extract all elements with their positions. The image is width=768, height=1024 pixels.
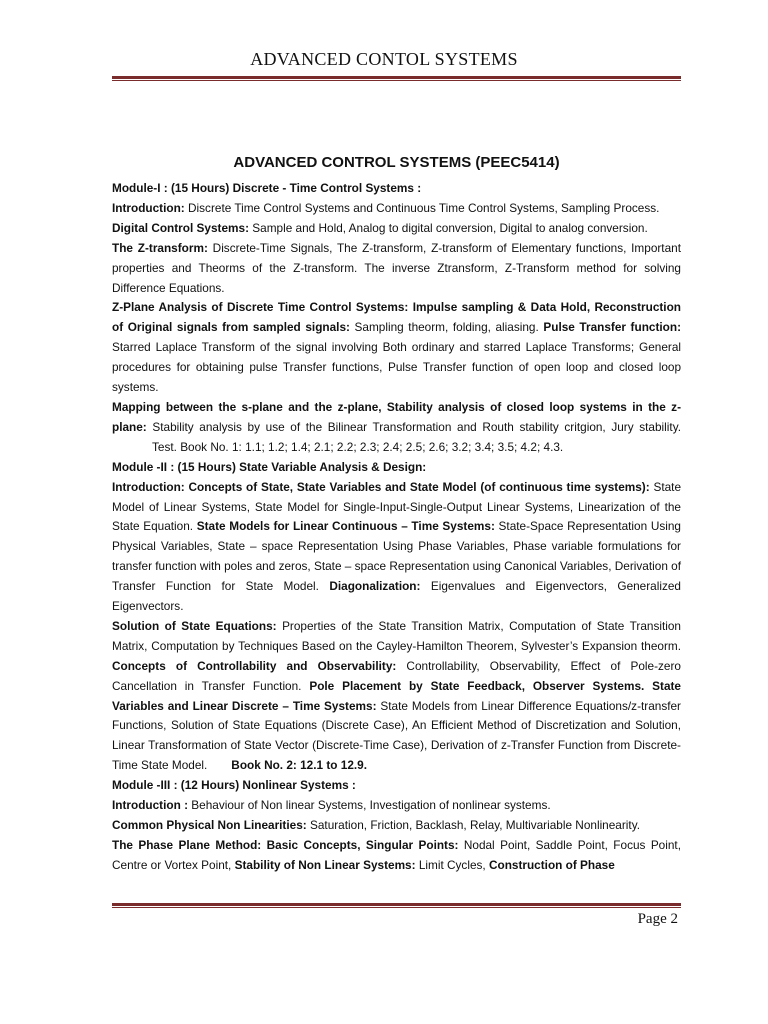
header-rule-thin bbox=[112, 80, 681, 81]
module-3-heading: Module -III : (12 Hours) Nonlinear Systems : bbox=[112, 778, 356, 793]
document-title: ADVANCED CONTROL SYSTEMS (PEEC5414) bbox=[233, 154, 560, 171]
module-1-mapping: Mapping between the s-plane and the z-plane, Stability analysis of closed loop systems in the z-plane: Stability analysis by use of the Bilinear Transformation and Routh stability critgion, Jury stability.Test. Book No. 1: 1.1; 1.2; 1.4; 2.1; 2.2; 2.3; 2.4; 2.5; 2.6; 3.2; 3.4; 3.5; 4.2; 4.3. bbox=[112, 399, 681, 454]
header-rule bbox=[112, 76, 681, 81]
module-3-phase-plane-method: The Phase Plane Method: Basic Concepts, Singular Points: Nodal Point, Saddle Point, Focus Point, Centre or Vortex Point, Stability of Non Linear Systems: Limit Cycles, Construction of Phase bbox=[112, 837, 681, 872]
document-body bbox=[112, 179, 681, 876]
module-1-introduction: Introduction: Discrete Time Control Systems and Continuous Time Control Systems, Sampling Process. bbox=[112, 200, 660, 215]
module-1-textbook-reference: Test. Book No. 1: 1.1; 1.2; 1.4; 2.1; 2.2; 2.3; 2.4; 2.5; 2.6; 3.2; 3.4; 3.5; 4.2; 4.3. bbox=[152, 439, 564, 454]
module-1-z-transform: The Z-transform: Discrete-Time Signals, The Z-transform, Z-transform of Elementary functions, Important properties and Theorms of the Z-transform. The inverse Ztransform, Z-Transform method for solving Difference Equations. bbox=[112, 240, 681, 295]
module-3-introduction: Introduction : Behaviour of Non linear Systems, Investigation of nonlinear systems. bbox=[112, 798, 551, 813]
footer-rule bbox=[112, 903, 681, 908]
header-rule-thick bbox=[112, 76, 681, 79]
module-2-solution-of-state-equations: Solution of State Equations: Properties of the State Transition Matrix, Computation of State Transition Matrix, Computation by Techniques Based on the Cayley-Hamilton Theorem, Sylvester’s Expansion theorm. Concepts of Controllability and Observability: Controllability, Observability, Effect of Pole-zero Cancellation in Transfer Function. Pole Placement by State Feedback, Observer Systems. State Variables and Linear Discrete – Time Systems: State Models from Linear Difference Equations/z-transfer Functions, Solution of State Equations (Discrete Case), An Efficient Method of Discretization and Solution, Linear Transformation of State Vector (Discrete-Time Case), Derivation of z-Transfer Function from Discrete-Time State Model. Book No. 2: 12.1 to 12.9. bbox=[112, 618, 681, 773]
footer-rule-thin bbox=[112, 907, 681, 908]
module-1-heading: Module-I : (15 Hours) Discrete - Time Control Systems : bbox=[112, 181, 422, 195]
module-3-common-nonlinearities: Common Physical Non Linearities: Saturation, Friction, Backlash, Relay, Multivariable Nonlinearity. bbox=[112, 818, 640, 832]
footer-rule-thick bbox=[112, 903, 681, 906]
module-1-digital-control-systems: Digital Control Systems: Sample and Hold, Analog to digital conversion, Digital to analog conversion. bbox=[112, 220, 648, 235]
module-2-book-reference: Book No. 2: 12.1 to 12.9. bbox=[231, 758, 368, 773]
running-header: ADVANCED CONTOL SYSTEMS bbox=[250, 49, 518, 69]
page-number: Page 2 bbox=[637, 911, 678, 927]
module-1-z-plane-analysis: Z-Plane Analysis of Discrete Time Control Systems: Impulse sampling & Data Hold, Reconstruction of Original signals from sampled signals: Sampling theorm, folding, aliasing. Pulse Transfer function: Starred Laplace Transform of the signal involving Both ordinary and starred Laplace Transforms; General procedures for obtaining pulse Transfer functions, Pulse Transfer function of open loop and closed loop systems. bbox=[112, 300, 682, 395]
module-2-introduction: Introduction: Concepts of State, State Variables and State Model (of continuous time systems): State Model of Linear Systems, State Model for Single-Input-Single-Output Linear Systems, Linearization of the State Equation. State Models for Linear Continuous – Time Systems: State-Space Representation Using Physical Variables, State – space Representation Using Phase Variables, Phase variable formulations for transfer function with poles and zeros, State – space Representation using Canonical Variables, Derivation of Transfer Function for State Model. Diagonalization: Eigenvalues and Eigenvectors, Generalized Eigenvectors. bbox=[112, 479, 682, 614]
module-2-heading: Module -II : (15 Hours) State Variable Analysis & Design: bbox=[112, 459, 427, 474]
